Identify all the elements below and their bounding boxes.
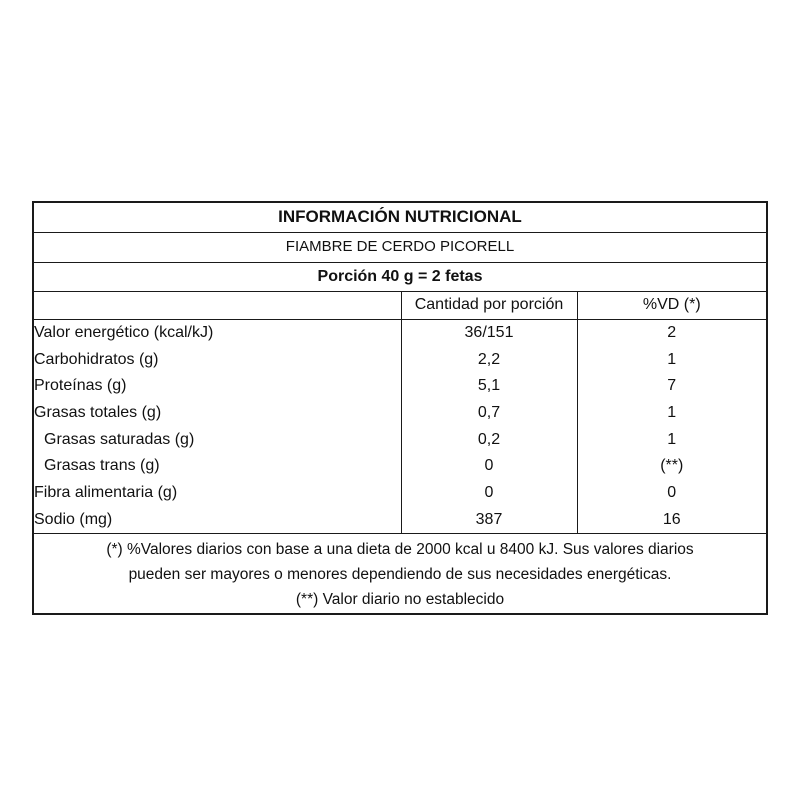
product-name: FIAMBRE DE CERDO PICORELL bbox=[34, 233, 766, 263]
label-title: INFORMACIÓN NUTRICIONAL bbox=[34, 203, 766, 233]
nutrient-name: Grasas trans (g) bbox=[34, 453, 401, 480]
nutrient-daily-value: 1 bbox=[667, 350, 677, 368]
nutrition-facts-label bbox=[32, 201, 768, 615]
header-amount: Cantidad por porción bbox=[401, 292, 577, 319]
nutrient-daily-value: 16 bbox=[577, 507, 766, 534]
table-row bbox=[34, 400, 766, 427]
nutrient-name: Grasas saturadas (g) bbox=[34, 426, 401, 453]
table-row bbox=[34, 426, 766, 453]
nutrient-amount: 36/151 bbox=[401, 319, 577, 346]
table-row bbox=[34, 453, 766, 480]
table-header-row bbox=[34, 292, 766, 319]
nutrient-amount: 0 bbox=[401, 480, 577, 507]
nutrient-amount: 5,1 bbox=[401, 373, 577, 400]
footnote-line: (*) %Valores diarios con base a una dieta de 2000 kcal u 8400 kJ. Sus valores diarios bbox=[106, 541, 694, 558]
nutrient-name: Proteínas (g) bbox=[34, 373, 401, 400]
header-nutrient bbox=[34, 292, 401, 319]
nutrient-amount: 387 bbox=[401, 507, 577, 534]
nutrient-daily-value: 0 bbox=[667, 484, 677, 502]
footnote bbox=[34, 537, 766, 612]
nutrient-amount: 0,7 bbox=[401, 400, 577, 427]
nutrient-daily-value: 2 bbox=[667, 324, 677, 342]
nutrient-amount: 2,2 bbox=[401, 346, 577, 373]
nutrient-name: Grasas totales (g) bbox=[34, 400, 401, 427]
nutrient-daily-value: 1 bbox=[667, 404, 677, 422]
footnote-line: (**) Valor diario no establecido bbox=[295, 591, 505, 608]
serving-size: Porción 40 g = 2 fetas bbox=[34, 263, 766, 292]
nutrient-amount: 0 bbox=[401, 453, 577, 480]
nutrient-amount: 0,2 bbox=[401, 426, 577, 453]
table-row bbox=[34, 373, 766, 400]
nutrient-name: Fibra alimentaria (g) bbox=[34, 480, 401, 507]
nutrient-daily-value: 7 bbox=[667, 377, 677, 395]
nutrient-name: Carbohidratos (g) bbox=[34, 346, 401, 373]
table-row bbox=[34, 507, 766, 534]
table-row bbox=[34, 480, 766, 507]
nutrient-daily-value: (**) bbox=[660, 457, 684, 475]
header-daily-value: %VD (*) bbox=[577, 292, 766, 319]
nutrient-daily-value: 1 bbox=[667, 430, 677, 448]
nutrient-name: Valor energético (kcal/kJ) bbox=[34, 319, 401, 346]
nutrient-name: Sodio (mg) bbox=[34, 507, 401, 534]
nutrition-table bbox=[34, 292, 766, 534]
table-row bbox=[34, 319, 766, 346]
footnote-line: pueden ser mayores o menores dependiendo de sus necesidades energéticas. bbox=[128, 566, 672, 583]
table-row bbox=[34, 346, 766, 373]
